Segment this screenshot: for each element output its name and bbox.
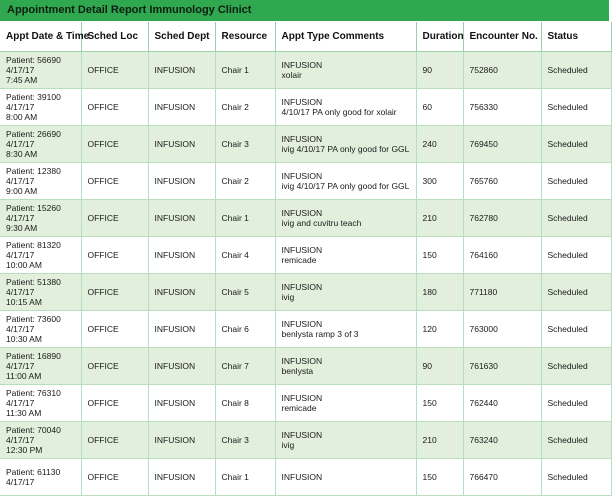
appt-date-time-cell-date: 4/17/17	[6, 477, 35, 487]
column-header-appt-date-time: Appt Date & Time	[0, 22, 81, 52]
appt-type-comments-cell-comment: remicade	[281, 255, 317, 265]
sched-loc-cell: OFFICE	[81, 274, 148, 311]
sched-loc-cell: OFFICE	[81, 311, 148, 348]
appt-date-time-cell	[0, 348, 81, 385]
sched-loc-cell: OFFICE	[81, 348, 148, 385]
appt-type-comments-cell	[275, 385, 416, 422]
encounter-no-cell: 771180	[463, 274, 541, 311]
resource-cell: Chair 7	[215, 348, 275, 385]
table-row	[0, 459, 611, 496]
encounter-no-cell: 762440	[463, 385, 541, 422]
appt-date-time-cell-patient: Patient: 26690	[6, 129, 61, 139]
duration-cell: 150	[416, 459, 463, 496]
encounter-no-cell: 763240	[463, 422, 541, 459]
duration-cell: 120	[416, 311, 463, 348]
appt-date-time-cell-time: 8:30 AM	[6, 149, 38, 159]
status-cell: Scheduled	[541, 52, 611, 89]
sched-loc-cell: OFFICE	[81, 200, 148, 237]
sched-dept-cell: INFUSION	[148, 348, 215, 385]
status-cell: Scheduled	[541, 422, 611, 459]
encounter-no-cell: 756330	[463, 89, 541, 126]
appt-date-time-cell-patient: Patient: 39100	[6, 92, 61, 102]
appt-type-comments-cell-appt_type: INFUSION	[281, 134, 323, 144]
appt-type-comments-cell-appt_type: INFUSION	[281, 60, 323, 70]
sched-dept-cell: INFUSION	[148, 459, 215, 496]
appt-date-time-cell	[0, 237, 81, 274]
appt-date-time-cell-date: 4/17/17	[6, 65, 35, 75]
table-header-row	[0, 22, 611, 52]
resource-cell: Chair 2	[215, 163, 275, 200]
resource-cell: Chair 1	[215, 459, 275, 496]
appt-date-time-cell-patient: Patient: 81320	[6, 240, 61, 250]
status-cell: Scheduled	[541, 89, 611, 126]
appt-date-time-cell-time: 12:30 PM	[6, 445, 43, 455]
appt-date-time-cell	[0, 422, 81, 459]
appt-type-comments-cell	[275, 89, 416, 126]
sched-dept-cell: INFUSION	[148, 163, 215, 200]
appt-date-time-cell-date: 4/17/17	[6, 102, 35, 112]
appt-type-comments-cell	[275, 274, 416, 311]
appt-date-time-cell-patient: Patient: 12380	[6, 166, 61, 176]
appt-type-comments-cell-comment: xolair	[281, 70, 302, 80]
appt-type-comments-cell-comment: 4/10/17 PA only good for xolair	[281, 107, 397, 117]
appt-type-comments-cell-comment: ivig and cuvitru teach	[281, 218, 362, 228]
appt-date-time-cell-date: 4/17/17	[6, 250, 35, 260]
appt-date-time-cell	[0, 459, 81, 496]
column-header-sched-dept: Sched Dept	[148, 22, 215, 52]
duration-cell: 150	[416, 385, 463, 422]
sched-dept-cell: INFUSION	[148, 200, 215, 237]
appt-type-comments-cell-appt_type: INFUSION	[281, 97, 323, 107]
appt-date-time-cell-date: 4/17/17	[6, 435, 35, 445]
appt-date-time-cell	[0, 200, 81, 237]
sched-dept-cell: INFUSION	[148, 311, 215, 348]
table-row	[0, 237, 611, 274]
table-row	[0, 89, 611, 126]
column-header-encounter-no: Encounter No.	[463, 22, 541, 52]
status-cell: Scheduled	[541, 200, 611, 237]
sched-loc-cell: OFFICE	[81, 163, 148, 200]
resource-cell: Chair 8	[215, 385, 275, 422]
duration-cell: 60	[416, 89, 463, 126]
appt-type-comments-cell-appt_type: INFUSION	[281, 245, 323, 255]
sched-loc-cell: OFFICE	[81, 459, 148, 496]
appt-type-comments-cell-appt_type: INFUSION	[281, 430, 323, 440]
duration-cell: 90	[416, 52, 463, 89]
encounter-no-cell: 764160	[463, 237, 541, 274]
appt-date-time-cell-time: 10:00 AM	[6, 260, 42, 270]
duration-cell: 150	[416, 237, 463, 274]
appt-date-time-cell-time: 10:15 AM	[6, 297, 42, 307]
appt-date-time-cell	[0, 163, 81, 200]
appt-type-comments-cell	[275, 163, 416, 200]
appt-date-time-cell-date: 4/17/17	[6, 287, 35, 297]
appt-date-time-cell-patient: Patient: 61130	[6, 467, 61, 477]
appt-type-comments-cell-comment: ivig	[281, 292, 295, 302]
appt-date-time-cell-date: 4/17/17	[6, 139, 35, 149]
resource-cell: Chair 1	[215, 200, 275, 237]
sched-dept-cell: INFUSION	[148, 52, 215, 89]
appt-date-time-cell-date: 4/17/17	[6, 361, 35, 371]
column-header-resource: Resource	[215, 22, 275, 52]
table-row	[0, 311, 611, 348]
appt-type-comments-cell-comment: benlysta	[281, 366, 314, 376]
appt-date-time-cell-patient: Patient: 51380	[6, 277, 61, 287]
resource-cell: Chair 2	[215, 89, 275, 126]
appt-type-comments-cell-comment: ivig 4/10/17 PA only good for GGL	[281, 144, 410, 154]
table-row	[0, 422, 611, 459]
status-cell: Scheduled	[541, 311, 611, 348]
duration-cell: 90	[416, 348, 463, 385]
duration-cell: 240	[416, 126, 463, 163]
appt-type-comments-cell-appt_type: INFUSION	[281, 472, 323, 482]
appt-date-time-cell	[0, 89, 81, 126]
appt-date-time-cell	[0, 311, 81, 348]
appt-type-comments-cell	[275, 52, 416, 89]
appt-type-comments-cell	[275, 311, 416, 348]
appointment-table	[0, 22, 612, 496]
appt-type-comments-cell-appt_type: INFUSION	[281, 171, 323, 181]
table-row	[0, 348, 611, 385]
appt-date-time-cell-time: 7:45 AM	[6, 75, 38, 85]
resource-cell: Chair 3	[215, 126, 275, 163]
appt-type-comments-cell-appt_type: INFUSION	[281, 356, 323, 366]
sched-dept-cell: INFUSION	[148, 237, 215, 274]
appt-type-comments-cell-comment: ivig	[281, 440, 295, 450]
status-cell: Scheduled	[541, 163, 611, 200]
resource-cell: Chair 6	[215, 311, 275, 348]
report-title: Appointment Detail Report Immunology Clinict	[7, 4, 252, 16]
appt-type-comments-cell	[275, 200, 416, 237]
appt-type-comments-cell	[275, 422, 416, 459]
appt-date-time-cell-date: 4/17/17	[6, 213, 35, 223]
status-cell: Scheduled	[541, 385, 611, 422]
appt-type-comments-cell-comment: ivig 4/10/17 PA only good for GGL	[281, 181, 410, 191]
appt-date-time-cell-patient: Patient: 15260	[6, 203, 61, 213]
column-header-appt-type-comments: Appt Type Comments	[275, 22, 416, 52]
appt-date-time-cell-time: 11:30 AM	[6, 408, 42, 418]
resource-cell: Chair 1	[215, 52, 275, 89]
duration-cell: 210	[416, 200, 463, 237]
encounter-no-cell: 769450	[463, 126, 541, 163]
appt-date-time-cell-patient: Patient: 70040	[6, 425, 61, 435]
sched-dept-cell: INFUSION	[148, 385, 215, 422]
sched-loc-cell: OFFICE	[81, 52, 148, 89]
appt-date-time-cell-time: 11:00 AM	[6, 371, 42, 381]
appt-type-comments-cell-appt_type: INFUSION	[281, 208, 323, 218]
appt-type-comments-cell	[275, 126, 416, 163]
appt-date-time-cell-date: 4/17/17	[6, 398, 35, 408]
encounter-no-cell: 752860	[463, 52, 541, 89]
resource-cell: Chair 3	[215, 422, 275, 459]
duration-cell: 210	[416, 422, 463, 459]
resource-cell: Chair 5	[215, 274, 275, 311]
appt-type-comments-cell	[275, 348, 416, 385]
duration-cell: 180	[416, 274, 463, 311]
appt-type-comments-cell-appt_type: INFUSION	[281, 393, 323, 403]
encounter-no-cell: 762780	[463, 200, 541, 237]
sched-loc-cell: OFFICE	[81, 89, 148, 126]
appt-type-comments-cell	[275, 237, 416, 274]
sched-dept-cell: INFUSION	[148, 274, 215, 311]
appt-date-time-cell-date: 4/17/17	[6, 176, 35, 186]
sched-loc-cell: OFFICE	[81, 237, 148, 274]
sched-dept-cell: INFUSION	[148, 422, 215, 459]
status-cell: Scheduled	[541, 348, 611, 385]
appt-date-time-cell	[0, 274, 81, 311]
resource-cell: Chair 4	[215, 237, 275, 274]
table-row	[0, 385, 611, 422]
table-row	[0, 126, 611, 163]
sched-loc-cell: OFFICE	[81, 385, 148, 422]
table-row	[0, 163, 611, 200]
table-row	[0, 52, 611, 89]
appt-date-time-cell-time: 9:30 AM	[6, 223, 38, 233]
appt-date-time-cell-time: 9:00 AM	[6, 186, 38, 196]
status-cell: Scheduled	[541, 274, 611, 311]
appt-date-time-cell	[0, 126, 81, 163]
sched-dept-cell: INFUSION	[148, 126, 215, 163]
appt-date-time-cell	[0, 385, 81, 422]
report-title-bar	[0, 0, 609, 22]
encounter-no-cell: 766470	[463, 459, 541, 496]
status-cell: Scheduled	[541, 459, 611, 496]
encounter-no-cell: 765760	[463, 163, 541, 200]
sched-loc-cell: OFFICE	[81, 126, 148, 163]
status-cell: Scheduled	[541, 237, 611, 274]
appt-date-time-cell-time: 8:00 AM	[6, 112, 38, 122]
encounter-no-cell: 761630	[463, 348, 541, 385]
column-header-status: Status	[541, 22, 611, 52]
appt-date-time-cell-patient: Patient: 73600	[6, 314, 61, 324]
appt-type-comments-cell	[275, 459, 416, 496]
appt-date-time-cell-date: 4/17/17	[6, 324, 35, 334]
table-row	[0, 200, 611, 237]
appt-type-comments-cell-comment: remicade	[281, 403, 317, 413]
appt-type-comments-cell-appt_type: INFUSION	[281, 319, 323, 329]
duration-cell: 300	[416, 163, 463, 200]
table-row	[0, 274, 611, 311]
appt-date-time-cell-patient: Patient: 56690	[6, 55, 61, 65]
appt-type-comments-cell-comment: benlysta ramp 3 of 3	[281, 329, 359, 339]
appt-type-comments-cell-appt_type: INFUSION	[281, 282, 323, 292]
sched-dept-cell: INFUSION	[148, 89, 215, 126]
status-cell: Scheduled	[541, 126, 611, 163]
appt-date-time-cell-patient: Patient: 76310	[6, 388, 61, 398]
column-header-sched-loc: Sched Loc	[81, 22, 148, 52]
column-header-duration: Duration	[416, 22, 463, 52]
sched-loc-cell: OFFICE	[81, 422, 148, 459]
encounter-no-cell: 763000	[463, 311, 541, 348]
appt-date-time-cell	[0, 52, 81, 89]
appt-date-time-cell-patient: Patient: 16890	[6, 351, 61, 361]
appt-date-time-cell-time: 10:30 AM	[6, 334, 42, 344]
